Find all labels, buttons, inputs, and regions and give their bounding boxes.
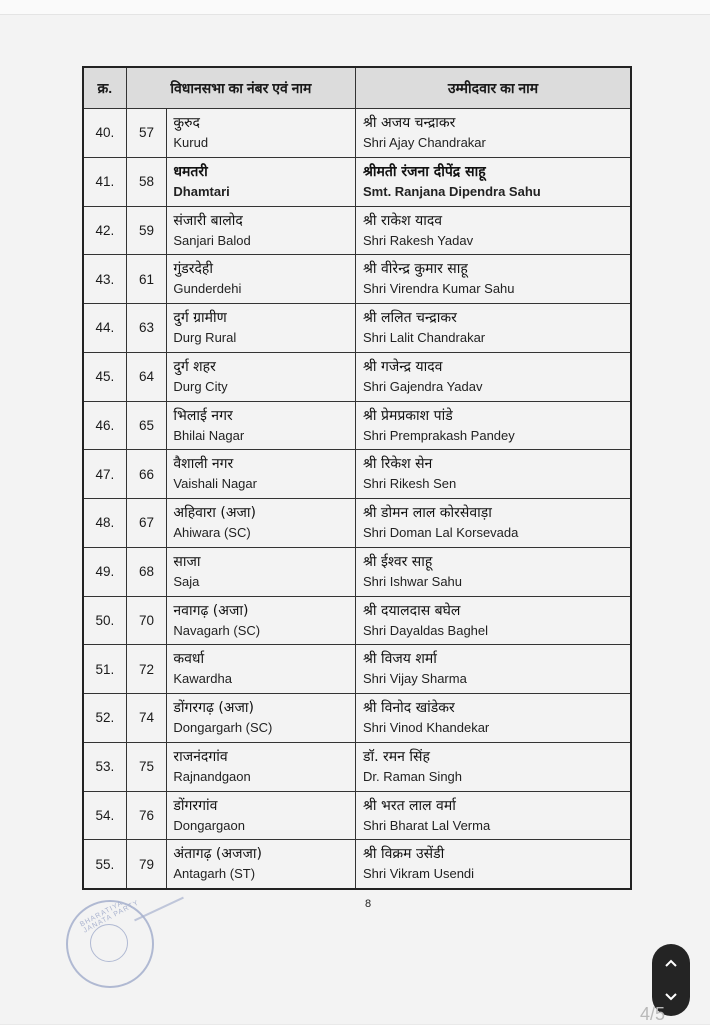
table-row: [84, 157, 630, 206]
constituency-cell: [166, 743, 355, 791]
candidate-name-hindi: श्री अजय चन्द्राकर: [363, 115, 456, 131]
candidate-name-english: Shri Vikram Usendi: [363, 866, 475, 882]
serial-number: 50.: [95, 612, 115, 628]
candidate-name-hindi: डॉ. रमन सिंह: [363, 748, 430, 765]
constituency-cell: [166, 499, 355, 547]
serial-number: 43.: [95, 271, 115, 287]
candidate-name-english: Shri Dayaldas Baghel: [363, 622, 489, 638]
candidate-name-hindi: श्री विनोद खांडेकर: [363, 700, 455, 716]
constituency-cell: [166, 304, 355, 352]
viewer-top-bar: [0, 0, 710, 15]
candidate-name-english: Shri Ajay Chandrakar: [363, 135, 486, 150]
serial-number: 47.: [95, 466, 115, 482]
candidate-name-hindi: श्री विजय शर्मा: [363, 651, 437, 668]
constituency-number: 75: [126, 743, 167, 791]
constituency-name-hindi: गुंडरदेही: [173, 261, 213, 278]
candidate-cell: [355, 109, 630, 157]
constituency-number: 67: [126, 499, 167, 547]
candidate-name-english: Shri Bharat Lal Verma: [363, 817, 491, 833]
candidate-name-hindi: श्री राकेश यादव: [363, 212, 443, 229]
constituency-name-english: Dhamtari: [173, 183, 230, 199]
constituency-name-hindi: वैशाली नगर: [173, 456, 234, 473]
constituency-name-english: Dongargaon: [173, 817, 245, 833]
table-row: [84, 791, 630, 840]
header-serial: क्र.: [97, 79, 113, 96]
constituency-name-hindi: धमतरी: [173, 163, 208, 180]
candidate-table: [82, 66, 632, 890]
constituency-number: 63: [126, 304, 167, 352]
constituency-cell: [166, 645, 355, 693]
constituency-name-english: Kawardha: [173, 671, 232, 687]
constituency-number: 76: [126, 792, 167, 840]
constituency-name-english: Navagarh (SC): [173, 622, 261, 638]
candidate-name-hindi: श्री प्रेमप्रकाश पांडे: [363, 407, 453, 424]
candidate-name-hindi: श्री विक्रम उसेंडी: [363, 846, 445, 863]
constituency-number: 65: [126, 402, 167, 450]
candidate-name-english: Shri Vijay Sharma: [363, 671, 467, 687]
constituency-cell: [166, 597, 355, 645]
table-row: [84, 303, 630, 352]
serial-number: 53.: [95, 759, 115, 775]
table-row: [84, 206, 630, 255]
stamp-text: BHARATIYA JANATA PARTY: [79, 899, 141, 935]
constituency-cell: [166, 109, 355, 157]
constituency-name-english: Durg Rural: [173, 330, 237, 345]
table-row: [84, 498, 630, 547]
candidate-cell: [355, 450, 630, 498]
page-number: 8: [364, 898, 372, 910]
candidate-name-english: Shri Ishwar Sahu: [363, 573, 463, 589]
table-row: [84, 108, 630, 157]
candidate-name-english: Shri Gajendra Yadav: [363, 378, 483, 394]
constituency-cell: [166, 792, 355, 840]
table-body: [84, 108, 630, 888]
constituency-number: 79: [126, 840, 167, 888]
serial-number: 55.: [95, 856, 115, 872]
table-row: [84, 693, 630, 742]
constituency-name-hindi: डोंगरगांव: [173, 797, 218, 814]
candidate-cell: [355, 255, 630, 303]
constituency-name-hindi: राजनंदगांव: [173, 748, 228, 765]
constituency-number: 64: [126, 353, 167, 401]
candidate-name-hindi: श्री रिकेश सेन: [363, 456, 433, 473]
constituency-name-english: Durg City: [173, 378, 228, 394]
candidate-name-hindi: श्री डोमन लाल कोरसेवाड़ा: [363, 505, 492, 521]
constituency-number: 74: [126, 694, 167, 742]
constituency-cell: [166, 402, 355, 450]
constituency-name-english: Saja: [173, 573, 200, 589]
chevron-down-icon: [664, 992, 678, 1002]
table-row: [84, 449, 630, 498]
constituency-name-english: Kurud: [173, 135, 209, 150]
constituency-number: 58: [126, 158, 167, 206]
candidate-cell: [355, 353, 630, 401]
constituency-name-english: Vaishali Nagar: [173, 476, 257, 492]
candidate-name-hindi: श्री ललित चन्द्राकर: [363, 310, 457, 326]
constituency-name-hindi: अंतागढ़ (अजजा): [173, 846, 262, 863]
table-row: [84, 596, 630, 645]
constituency-name-english: Ahiwara (SC): [173, 525, 251, 540]
serial-number: 48.: [95, 515, 115, 531]
constituency-name-hindi: नवागढ़ (अजा): [173, 602, 249, 619]
candidate-name-hindi: श्री वीरेन्द्र कुमार साहू: [363, 261, 468, 278]
constituency-cell: [166, 207, 355, 255]
constituency-name-hindi: दुर्ग ग्रामीण: [173, 310, 227, 326]
serial-number: 40.: [95, 125, 115, 141]
candidate-cell: [355, 207, 630, 255]
constituency-number: 57: [126, 109, 167, 157]
candidate-cell: [355, 792, 630, 840]
candidate-name-english: Dr. Raman Singh: [363, 768, 463, 784]
candidate-cell: [355, 645, 630, 693]
constituency-number: 70: [126, 597, 167, 645]
table-row: [84, 644, 630, 693]
previous-page-button[interactable]: [652, 946, 690, 980]
constituency-number: 72: [126, 645, 167, 693]
candidate-name-english: Shri Vinod Khandekar: [363, 720, 490, 735]
serial-number: 51.: [95, 661, 115, 677]
candidate-name-hindi: श्रीमती रंजना दीपेंद्र साहू: [363, 163, 486, 180]
constituency-cell: [166, 158, 355, 206]
candidate-cell: [355, 402, 630, 450]
candidate-cell: [355, 743, 630, 791]
candidate-name-hindi: श्री गजेन्द्र यादव: [363, 358, 443, 375]
constituency-name-hindi: संजारी बालोद: [173, 212, 243, 229]
candidate-cell: [355, 840, 630, 888]
serial-number: 42.: [95, 222, 115, 238]
header-constituency: विधानसभा का नंबर एवं नाम: [126, 68, 355, 108]
constituency-name-hindi: कवर्धा: [173, 651, 205, 668]
constituency-number: 61: [126, 255, 167, 303]
table-header-row: [84, 68, 630, 108]
constituency-cell: [166, 255, 355, 303]
table-row: [84, 352, 630, 401]
constituency-cell: [166, 840, 355, 888]
candidate-name-english: Shri Doman Lal Korsevada: [363, 525, 519, 540]
candidate-name-hindi: श्री ईश्वर साहू: [363, 553, 433, 570]
constituency-name-hindi: कुरुद: [173, 115, 200, 131]
serial-number: 54.: [95, 807, 115, 823]
candidate-name-english: Shri Rikesh Sen: [363, 476, 457, 492]
chevron-up-icon: [664, 958, 678, 968]
constituency-cell: [166, 353, 355, 401]
constituency-name-hindi: डोंगरगढ़ (अजा): [173, 700, 254, 716]
party-office-stamp: [66, 900, 154, 988]
candidate-name-english: Shri Virendra Kumar Sahu: [363, 281, 515, 297]
header-candidate: उम्मीदवार का नाम: [355, 68, 630, 108]
serial-number: 52.: [95, 710, 115, 726]
serial-number: 44.: [95, 320, 115, 336]
table-row: [84, 839, 630, 888]
constituency-name-english: Rajnandgaon: [173, 768, 251, 784]
candidate-cell: [355, 304, 630, 352]
constituency-name-hindi: दुर्ग शहर: [173, 358, 216, 375]
constituency-name-english: Dongargarh (SC): [173, 720, 273, 735]
serial-number: 49.: [95, 564, 115, 580]
stamp-inner-ring: [90, 924, 128, 962]
constituency-name-hindi: अहिवारा (अजा): [173, 505, 256, 521]
candidate-cell: [355, 548, 630, 596]
constituency-name-english: Bhilai Nagar: [173, 427, 245, 443]
table-row: [84, 742, 630, 791]
constituency-cell: [166, 548, 355, 596]
constituency-number: 68: [126, 548, 167, 596]
candidate-name-english: Shri Rakesh Yadav: [363, 232, 474, 248]
constituency-name-hindi: भिलाई नगर: [173, 407, 233, 424]
candidate-cell: [355, 597, 630, 645]
candidate-cell: [355, 694, 630, 742]
constituency-name-hindi: साजा: [173, 553, 201, 570]
candidate-name-english: Shri Premprakash Pandey: [363, 427, 515, 443]
candidate-name-english: Smt. Ranjana Dipendra Sahu: [363, 183, 541, 199]
candidate-cell: [355, 158, 630, 206]
serial-number: 45.: [95, 369, 115, 385]
candidate-name-english: Shri Lalit Chandrakar: [363, 330, 486, 345]
page-counter: 4/5: [640, 1004, 666, 1024]
constituency-name-english: Sanjari Balod: [173, 232, 251, 248]
candidate-name-hindi: श्री दयालदास बघेल: [363, 602, 461, 619]
table-row: [84, 401, 630, 450]
candidate-cell: [355, 499, 630, 547]
constituency-number: 66: [126, 450, 167, 498]
serial-number: 41.: [95, 174, 115, 190]
constituency-cell: [166, 450, 355, 498]
table-row: [84, 254, 630, 303]
table-row: [84, 547, 630, 596]
constituency-number: 59: [126, 207, 167, 255]
constituency-cell: [166, 694, 355, 742]
candidate-name-hindi: श्री भरत लाल वर्मा: [363, 797, 456, 814]
serial-number: 46.: [95, 417, 115, 433]
constituency-name-english: Antagarh (ST): [173, 866, 256, 882]
constituency-name-english: Gunderdehi: [173, 281, 242, 297]
